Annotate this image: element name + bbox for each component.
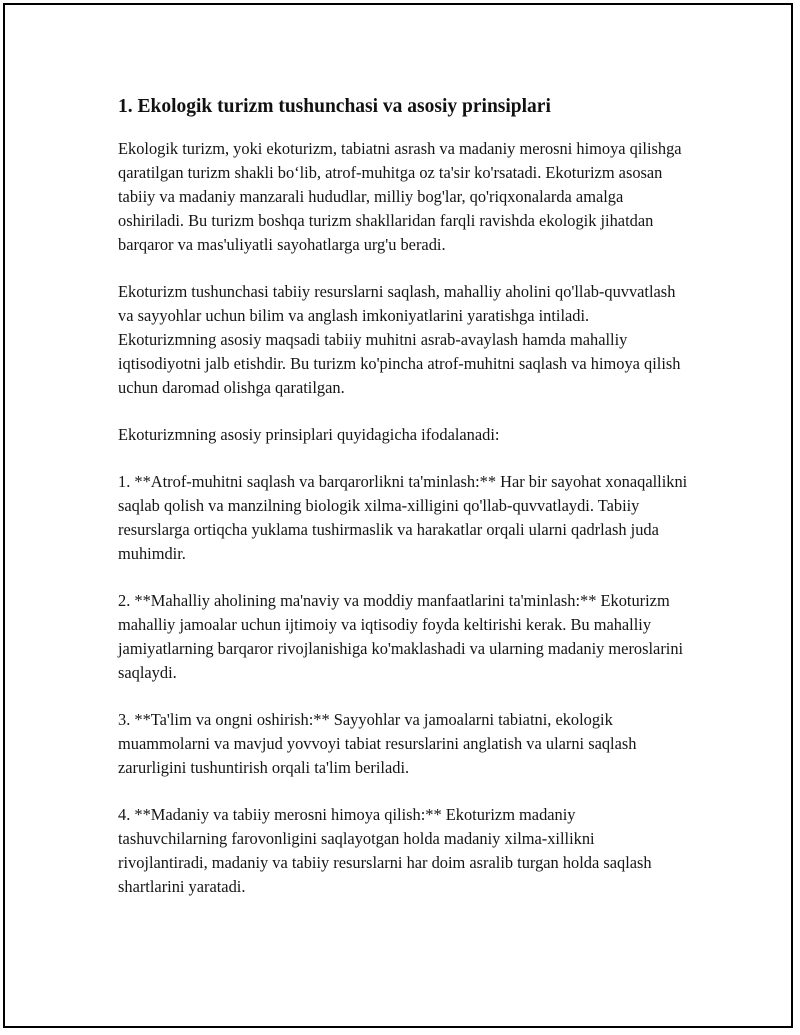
document-body	[118, 93, 688, 922]
principle-item-1: 1. **Atrof-muhitni saqlash va barqarorlikni ta'minlash:** Har bir sayohat xonaqallikni saqlab qolish va manzilning biologik xilma-xilligini qo'llab-quvvatlaydi. Tabiiy resurslarga ortiqcha yuklama tushirmaslik va harakatlar orqali ularni qadrlash juda muhimdir.	[118, 472, 688, 563]
paragraph-concept: Ekoturizm tushunchasi tabiiy resurslarni saqlash, mahalliy aholini qo'llab-quvvatlash va sayyohlar uchun bilim va anglash imkoniyatlarini yaratishga intiladi. Ekoturizmning asosiy maqsadi tabiiy muhitni asrab-avaylash hamda mahalliy iqtisodiyotni jalb etishdir. Bu turizm ko'pincha atrof-muhitni saqlash va himoya qilish uchun daromad olishga qaratilgan.	[118, 282, 681, 397]
paragraph-principles-intro: Ekoturizmning asosiy prinsiplari quyidagicha ifodalanadi:	[118, 425, 500, 444]
section-heading: 1. Ekologik turizm tushunchasi va asosiy prinsiplari	[118, 96, 551, 117]
principle-item-3: 3. **Ta'lim va ongni oshirish:** Sayyohlar va jamoalarni tabiatni, ekologik muammolarni va mavjud yovvoyi tabiat resurslarini anglatish va ularni saqlash zarurligini tushuntirish orqali ta'lim beriladi.	[118, 710, 637, 777]
principle-item-4: 4. **Madaniy va tabiiy merosni himoya qilish:** Ekoturizm madaniy tashuvchilarning farovonligini saqlayotgan holda madaniy xilma-xillikni rivojlantiradi, madaniy va tabiiy resurslarni har doim asralib turgan holda saqlash shartlarini yaratadi.	[118, 805, 652, 896]
principle-item-2: 2. **Mahalliy aholining ma'naviy va moddiy manfaatlarini ta'minlash:** Ekoturizm mahalliy jamoalar uchun ijtimoiy va iqtisodiy foyda keltirishi kerak. Bu mahalliy jamiyatlarning barqaror rivojlanishiga ko'maklashadi va ularning madaniy meroslarini saqlaydi.	[118, 591, 684, 682]
paragraph-intro: Ekologik turizm, yoki ekoturizm, tabiatni asrash va madaniy merosni himoya qilishga qaratilgan turizm shakli bo‘lib, atrof-muhitga oz ta'sir ko'rsatadi. Ekoturizm asosan tabiiy va madaniy manzarali hududlar, milliy bog'lar, qo'riqxonalarda amalga oshiriladi. Bu turizm boshqa turizm shakllaridan farqli ravishda ekologik jihatdan barqaror va mas'uliyatli sayohatlarga urg'u beradi.	[118, 139, 682, 254]
